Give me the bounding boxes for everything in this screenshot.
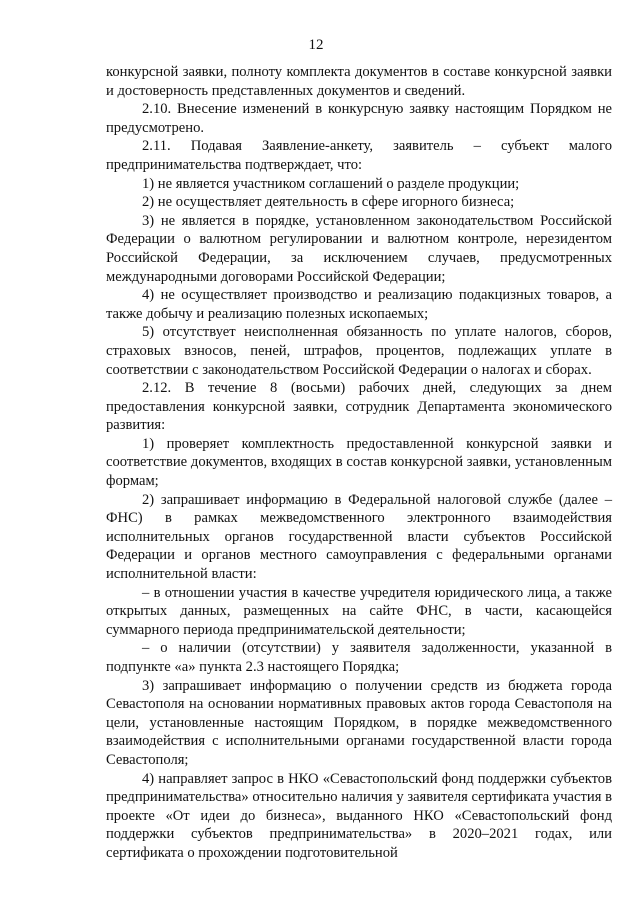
paragraph: конкурсной заявки, полноту комплекта документов в составе конкурсной заявки и достоверность представленных документов и сведений.: [106, 64, 612, 99]
paragraph: 2) не осуществляет деятельность в сфере игорного бизнеса;: [142, 194, 515, 211]
paragraph: – о наличии (отсутствии) у заявителя задолженности, указанной в подпункте «а» пункта 2.3 настоящего Порядка;: [106, 640, 612, 675]
paragraph: 2.12. В течение 8 (восьми) рабочих дней, следующих за днем предоставления конкурсной заявки, сотрудник Департамента экономического развития:: [106, 380, 612, 434]
paragraph: 4) не осуществляет производство и реализацию подакцизных товаров, а также добычу и реализацию полезных ископаемых;: [106, 287, 612, 322]
paragraph: 2.10. Внесение изменений в конкурсную заявку настоящим Порядком не предусмотрено.: [106, 101, 612, 136]
paragraph: 4) направляет запрос в НКО «Севастопольский фонд поддержки субъектов предпринимательства» относительно наличия у заявителя сертификата участия в проекте «От идеи до бизнеса», выданного НКО «Севастопольский фонд поддержки субъектов предпринимательства» в 2020–2021 годах, или сертификата о прохождении подготовительной: [106, 770, 612, 861]
paragraph: 2) запрашивает информацию в Федеральной налоговой службе (далее – ФНС) в рамках межведомственного электронного взаимодействия исполнительных органов государственной власти субъектов Российской Федерации и органов местного самоуправления с федеральными органами исполнительной власти:: [106, 491, 612, 583]
paragraph: 5) отсутствует неисполненная обязанность по уплате налогов, сборов, страховых взносов, пеней, штрафов, процентов, подлежащих уплате в соответствии с законодательством Российской Федерации о налогах и сборах.: [106, 324, 612, 378]
document-body: [106, 63, 612, 863]
paragraph: 3) запрашивает информацию о получении средств из бюджета города Севастополя на основании нормативных правовых актов города Севастополя на цели, установленные настоящим Порядком, в порядке межведомственного взаимодействия с исполнительными органами государственной власти города Севастополя;: [106, 677, 612, 768]
page-number: 12: [308, 37, 324, 53]
paragraph: – в отношении участия в качестве учредителя юридического лица, а также открытых данных, размещенных на сайте ФНС, в части, касающейся суммарного периода предпринимательской деятельности;: [106, 584, 612, 638]
paragraph: 1) не является участником соглашений о разделе продукции;: [142, 175, 520, 192]
paragraph: 1) проверяет комплектность предоставленной конкурсной заявки и соответствие документов, входящих в состав конкурсной заявки, установленным формам;: [106, 435, 612, 490]
paragraph: 3) не является в порядке, установленном законодательством Российской Федерации о валютном регулировании и валютном контроле, нерезидентом Российской Федерации, за исключением случаев, предусмотренных международными договорами Российской Федерации;: [106, 212, 612, 285]
paragraph: 2.11. Подавая Заявление-анкету, заявитель – субъект малого предпринимательства подтверждает, что:: [106, 138, 612, 173]
